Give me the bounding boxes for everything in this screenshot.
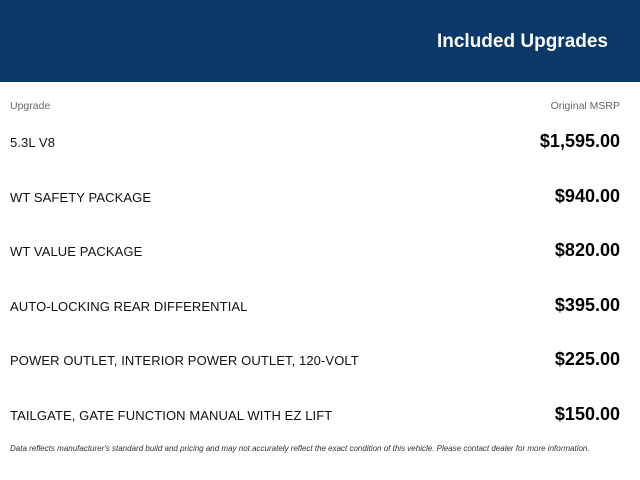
upgrade-price: $820.00: [554, 240, 620, 260]
column-headers: [10, 100, 620, 114]
column-header-msrp: Original MSRP: [550, 100, 620, 112]
upgrade-name: WT VALUE PACKAGE: [10, 244, 143, 259]
upgrade-name: POWER OUTLET, INTERIOR POWER OUTLET, 120-VOLT: [10, 353, 359, 368]
upgrade-name: AUTO-LOCKING REAR DIFFERENTIAL: [10, 298, 248, 314]
list-item: [0, 279, 640, 334]
upgrade-price: $940.00: [554, 185, 620, 206]
upgrade-name: WT SAFETY PACKAGE: [10, 189, 152, 205]
upgrade-name: 5.3L V8: [10, 135, 56, 150]
list-item: [0, 333, 640, 388]
upgrade-name: TAILGATE, GATE FUNCTION MANUAL WITH EZ LIFT: [10, 407, 333, 423]
header-banner: [0, 0, 640, 82]
upgrade-price: $150.00: [554, 403, 620, 424]
column-header-upgrade: Upgrade: [10, 100, 51, 112]
list-item: [0, 388, 640, 443]
list-item: [0, 224, 640, 279]
upgrades-list: [0, 115, 640, 442]
list-item: [0, 170, 640, 225]
upgrade-price: $1,595.00: [539, 131, 620, 151]
disclaimer-text: Data reflects manufacturer's standard build and pricing and may not accurately reflect the exact condition of this vehicle. Please contact dealer for more information.: [10, 444, 590, 453]
list-item: [0, 115, 640, 170]
page-title: Included Upgrades: [436, 31, 608, 52]
upgrade-price: $395.00: [554, 294, 620, 315]
upgrade-price: $225.00: [554, 349, 620, 369]
